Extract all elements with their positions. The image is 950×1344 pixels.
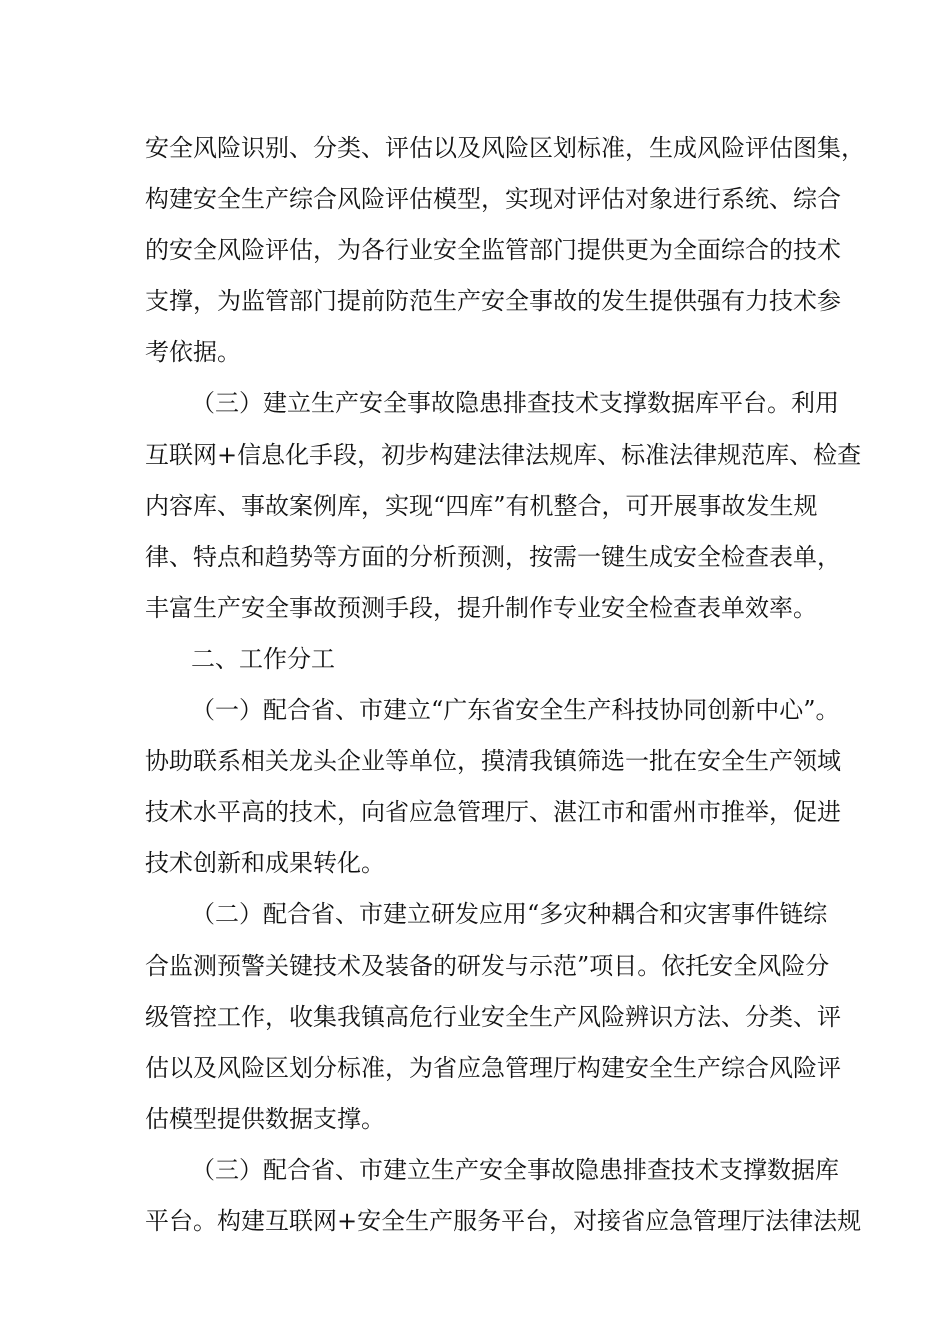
text-line: 技术创新和成果转化。	[145, 849, 385, 878]
text-line: 丰富生产安全事故预测手段，提升制作专业安全检查表单效率。	[145, 593, 817, 622]
text-line: 的安全风险评估，为各行业安全监管部门提供更为全面综合的技术	[145, 236, 841, 265]
paragraph-start-line: （一）配合省、市建立“广东省安全生产科技协同创新中心”。	[191, 696, 840, 725]
text-line: 考依据。	[145, 338, 241, 367]
text-line: 技术水平高的技术，向省应急管理厅、湛江市和雷州市推举，促进	[145, 798, 841, 827]
text-line: 律、特点和趋势等方面的分析预测，按需一键生成安全检查表单，	[145, 542, 841, 571]
document-body	[145, 123, 865, 1247]
text-line: 合监测预警关键技术及装备的研发与示范”项目。依托安全风险分	[145, 951, 830, 980]
text-line: 级管控工作，收集我镇高危行业安全生产风险辨识方法、分类、评	[145, 1002, 841, 1031]
text-line: 平台。构建互联网+安全生产服务平台，对接省应急管理厅法律法规	[145, 1206, 862, 1235]
text-line: 支撑，为监管部门提前防范生产安全事故的发生提供强有力技术参	[145, 287, 841, 316]
text-line: 内容库、事故案例库，实现“四库”有机整合，可开展事故发生规	[145, 491, 818, 520]
paragraph-start-line: （二）配合省、市建立研发应用“多灾种耦合和灾害事件链综	[191, 900, 828, 929]
paragraph-start-line: （三）配合省、市建立生产安全事故隐患排查技术支撑数据库	[191, 1155, 839, 1184]
paragraph-start-line: （三）建立生产安全事故隐患排查技术支撑数据库平台。利用	[191, 389, 839, 418]
text-line: 安全风险识别、分类、评估以及风险区划标准，生成风险评估图集，	[145, 134, 865, 162]
text-line: 估模型提供数据支撑。	[145, 1104, 385, 1133]
text-line: 协助联系相关龙头企业等单位，摸清我镇筛选一批在安全生产领域	[145, 747, 841, 776]
section-heading: 二、工作分工	[191, 644, 335, 673]
text-line: 构建安全生产综合风险评估模型，实现对评估对象进行系统、综合	[145, 185, 841, 214]
text-line: 估以及风险区划分标准，为省应急管理厅构建安全生产综合风险评	[145, 1053, 841, 1082]
text-line: 互联网+信息化手段，初步构建法律法规库、标准法律规范库、检查	[145, 440, 862, 469]
